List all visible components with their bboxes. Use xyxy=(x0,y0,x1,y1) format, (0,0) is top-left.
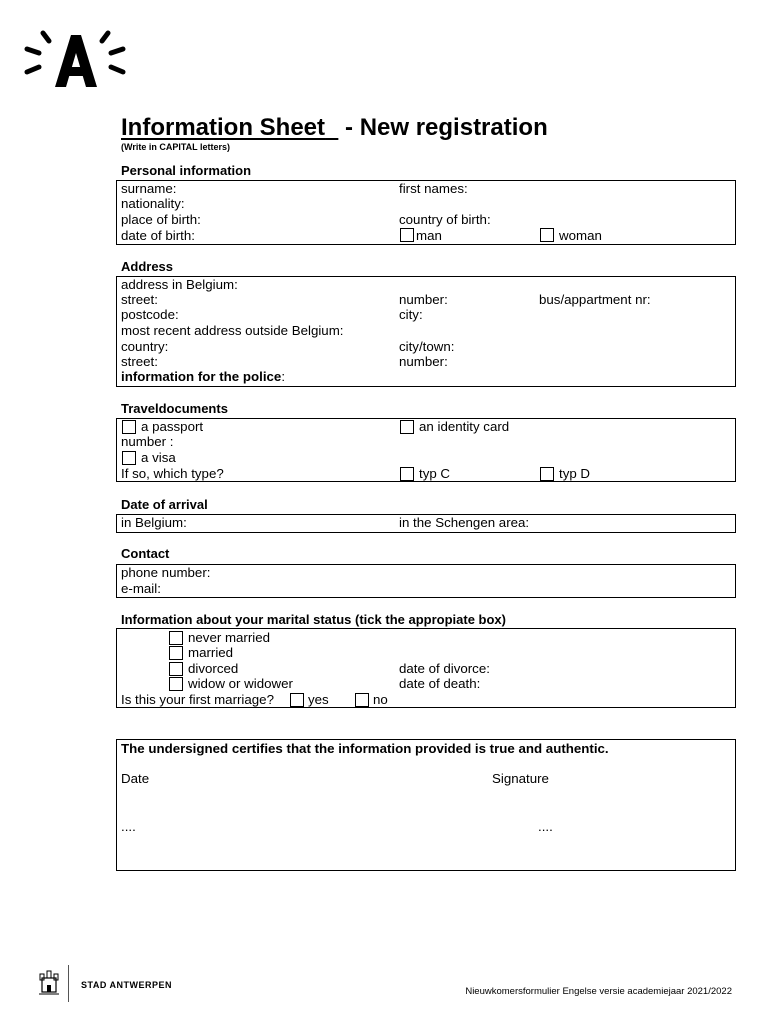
divorce-date-label: date of divorce: xyxy=(399,661,490,676)
typ-c-checkbox[interactable] xyxy=(400,467,414,481)
antwerpen-logo-icon xyxy=(22,27,128,89)
divorced-label: divorced xyxy=(188,661,239,676)
typ-d-checkbox[interactable] xyxy=(540,467,554,481)
widow-label: widow or widower xyxy=(188,676,293,691)
number2-label: number: xyxy=(399,354,448,369)
visa-type-label: If so, which type? xyxy=(121,466,224,481)
woman-checkbox[interactable] xyxy=(540,228,554,242)
title-underline-pad xyxy=(325,114,338,141)
death-date-label: date of death: xyxy=(399,676,481,691)
number-label: number: xyxy=(399,292,448,307)
visa-label: a visa xyxy=(141,450,176,465)
police-info-label xyxy=(121,369,285,385)
widow-checkbox[interactable] xyxy=(169,677,183,691)
police-bold: information for the police xyxy=(121,369,282,384)
typ-d-label: typ D xyxy=(559,466,591,481)
personal-heading: Personal information xyxy=(121,163,252,178)
certification-box xyxy=(116,739,736,871)
address-belgium-label: address in Belgium: xyxy=(121,277,238,292)
first-marriage-yes-checkbox[interactable] xyxy=(290,693,304,707)
man-checkbox[interactable] xyxy=(400,228,414,242)
man-label: man xyxy=(416,228,442,243)
arrival-belgium-label: in Belgium: xyxy=(121,515,187,530)
arrival-heading: Date of arrival xyxy=(121,497,208,512)
document-number-label: number : xyxy=(121,434,174,449)
arrival-box xyxy=(116,514,736,533)
date-of-birth-label: date of birth: xyxy=(121,228,195,243)
first-marriage-label: Is this your first marriage? xyxy=(121,692,274,707)
identity-card-checkbox[interactable] xyxy=(400,420,414,434)
married-checkbox[interactable] xyxy=(169,646,183,660)
city-town-label: city/town: xyxy=(399,339,455,354)
date-label: Date xyxy=(121,771,150,786)
bus-label: bus/appartment nr: xyxy=(539,292,651,307)
travel-heading: Traveldocuments xyxy=(121,401,228,416)
typ-c-label: typ C xyxy=(419,466,451,481)
country-of-birth-label: country of birth: xyxy=(399,212,491,227)
date-field[interactable]: .... xyxy=(121,819,136,834)
place-of-birth-label: place of birth: xyxy=(121,212,201,227)
contact-box xyxy=(116,564,736,598)
title-main: Information Sheet xyxy=(121,114,326,141)
divorced-checkbox[interactable] xyxy=(169,662,183,676)
arrival-schengen-label: in the Schengen area: xyxy=(399,515,530,530)
street2-label: street: xyxy=(121,354,158,369)
never-married-checkbox[interactable] xyxy=(169,631,183,645)
page-title xyxy=(121,113,548,143)
marital-box xyxy=(116,628,736,708)
signature-field[interactable]: .... xyxy=(538,819,553,834)
first-names-label: first names: xyxy=(399,181,468,196)
passport-checkbox[interactable] xyxy=(122,420,136,434)
postcode-label: postcode: xyxy=(121,307,179,322)
marital-heading: Information about your marital status (tick the appropiate box) xyxy=(121,612,506,627)
recent-outside-label: most recent address outside Belgium: xyxy=(121,323,344,338)
woman-label: woman xyxy=(559,228,602,243)
passport-label: a passport xyxy=(141,419,204,434)
police-colon: : xyxy=(281,369,286,384)
address-heading: Address xyxy=(121,259,174,274)
identity-card-label: an identity card xyxy=(419,419,510,434)
footer-version: Nieuwkomersformulier Engelse versie academiejaar 2021/2022 xyxy=(465,986,732,997)
first-marriage-yes-label: yes xyxy=(308,692,329,707)
visa-checkbox[interactable] xyxy=(122,451,136,465)
personal-box xyxy=(116,180,736,245)
antwerpen-crest-icon xyxy=(38,970,60,996)
page-subtitle: (Write in CAPITAL letters) xyxy=(121,142,231,152)
street-label: street: xyxy=(121,292,158,307)
email-label: e-mail: xyxy=(121,581,161,596)
signature-label: Signature xyxy=(492,771,549,786)
certification-statement: The undersigned certifies that the information provided is true and authentic. xyxy=(121,741,609,756)
address-box xyxy=(116,276,736,387)
title-rest: - New registration xyxy=(338,114,548,141)
country-label: country: xyxy=(121,339,169,354)
married-label: married xyxy=(188,645,234,660)
nationality-label: nationality: xyxy=(121,196,185,211)
never-married-label: never married xyxy=(188,630,271,645)
first-marriage-no-checkbox[interactable] xyxy=(355,693,369,707)
surname-label: surname: xyxy=(121,181,177,196)
first-marriage-no-label: no xyxy=(373,692,388,707)
footer-divider xyxy=(68,965,69,1002)
phone-label: phone number: xyxy=(121,565,211,580)
city-label: city: xyxy=(399,307,423,322)
footer-org: STAD ANTWERPEN xyxy=(81,980,172,990)
travel-box xyxy=(116,418,736,482)
contact-heading: Contact xyxy=(121,546,170,561)
